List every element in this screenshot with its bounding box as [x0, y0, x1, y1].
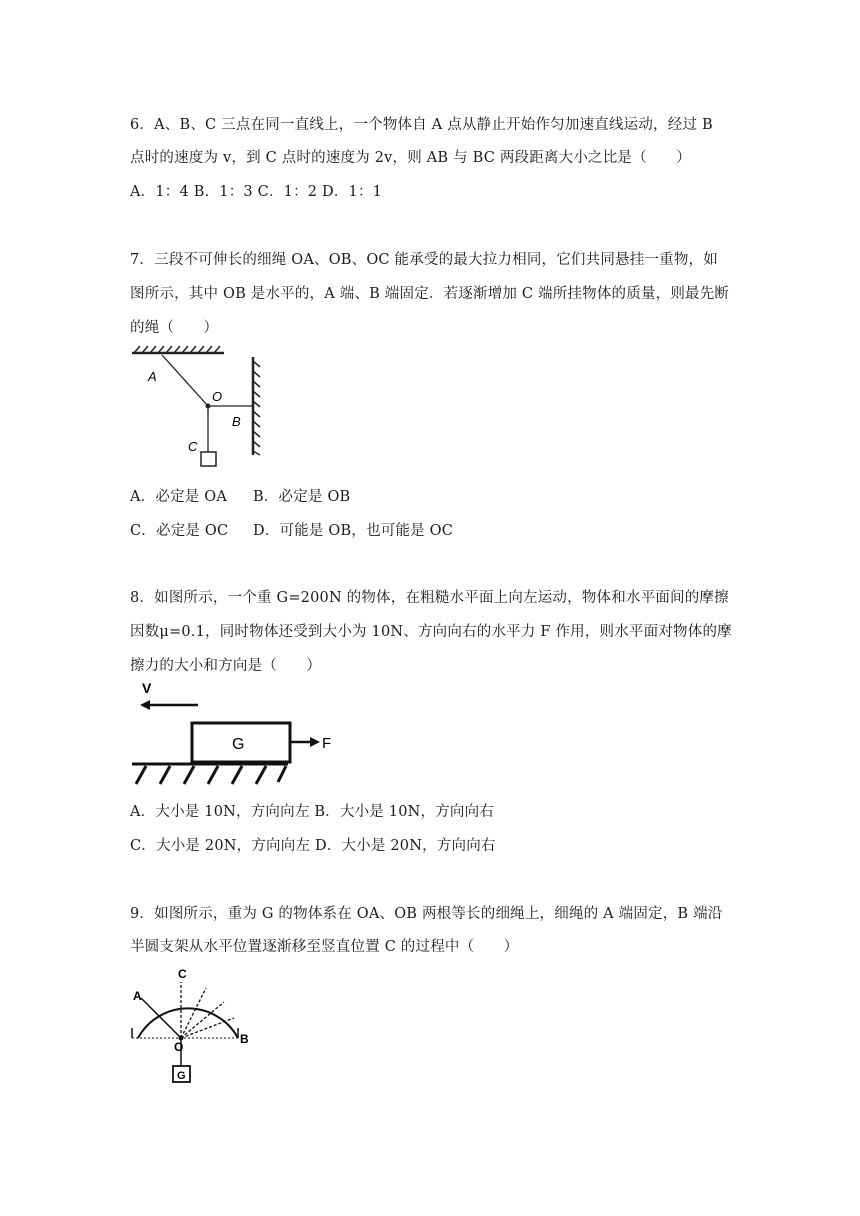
q8-line-2: 因数μ=0.1，同时物体还受到大小为 10N、方向向右的水平力 F 作用，则水平面对物体的摩 [130, 624, 732, 640]
q9-label-a: A [133, 989, 142, 1003]
q8-line-1: 8．如图所示，一个重 G=200N 的物体，在粗糙水平面上向左运动，物体和水平面间的摩擦 [130, 590, 729, 606]
q7-label-a: A [148, 369, 157, 384]
q7-option-d: D．可能是 OB，也可能是 OC [253, 523, 454, 539]
q9-label-g: G [177, 1070, 186, 1082]
q9-label-o: O [174, 1040, 184, 1054]
q8-label-v: V [142, 680, 152, 696]
q6-line-2: 点时的速度为 v，到 C 点时的速度为 2v，则 AB 与 BC 两段距离大小之比是（ ） [130, 150, 691, 166]
q9-label-c: C [178, 967, 187, 981]
q7-line-3: 的绳（ ） [130, 320, 219, 336]
q8-line-3: 擦力的大小和方向是（ ） [130, 658, 322, 674]
q7-label-b: B [232, 414, 241, 429]
q7-line-2: 图所示，其中 OB 是水平的，A 端、B 端固定．若逐渐增加 C 端所挂物体的质量，则最先断 [130, 286, 730, 302]
q9-line-1: 9．如图所示，重为 G 的物体系在 OA、OB 两根等长的细绳上，细绳的 A 端固定，B 端沿 [130, 906, 723, 922]
q8-label-f: F [322, 735, 332, 752]
q8-options-1: A．大小是 10N，方向向左 B．大小是 10N，方向向右 [130, 804, 495, 820]
q7-option-c: C．必定是 OC [130, 523, 229, 539]
q8-block-figure [128, 678, 338, 790]
q7-option-b: B．必定是 OB [253, 489, 351, 505]
q7-label-o: O [212, 389, 223, 404]
q9-semicircle-figure [128, 966, 253, 1088]
q7-line-1: 7．三段不可伸长的细绳 OA、OB、OC 能承受的最大拉力相同，它们共同悬挂一重物，如 [130, 252, 718, 268]
q9-line-2: 半圆支架从水平位置逐渐移至竖直位置 C 的过程中（ ） [130, 939, 519, 955]
q8-options-2: C．大小是 20N，方向向左 D．大小是 20N，方向向右 [130, 838, 496, 854]
q8-label-g: G [232, 736, 245, 753]
q7-option-a: A．必定是 OA [130, 489, 228, 505]
q7-rope-figure [128, 345, 268, 470]
q9-label-b: B [240, 1032, 249, 1046]
q6-line-1: 6．A、B、C 三点在同一直线上，一个物体自 A 点从静止开始作匀加速直线运动，经过 B [130, 117, 713, 133]
q6-options: A．1：4 B．1：3 C．1：2 D．1：1 [130, 184, 383, 200]
q7-label-c: C [188, 439, 198, 454]
